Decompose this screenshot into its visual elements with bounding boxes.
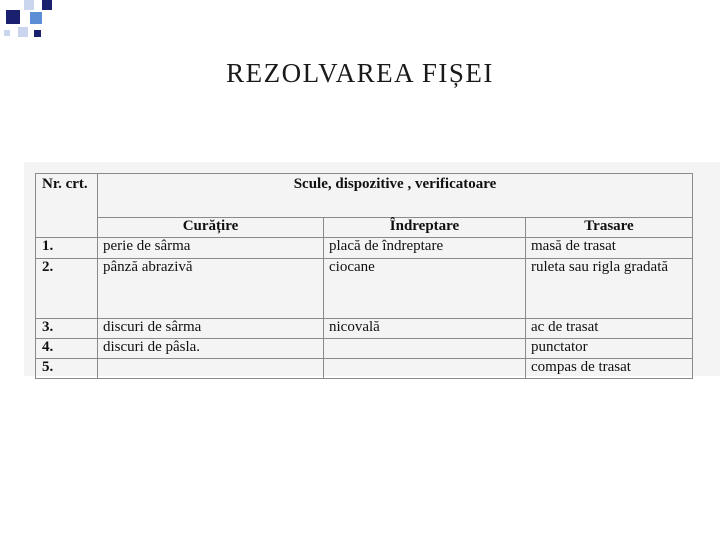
cell-curatire: discuri de pâsla. <box>98 339 324 359</box>
header-curatire: Curățire <box>98 218 324 238</box>
deco-square <box>30 12 42 24</box>
deco-square <box>42 0 52 10</box>
cell-trasare: masă de trasat <box>526 238 693 259</box>
row-number: 5. <box>36 359 98 379</box>
row-number: 4. <box>36 339 98 359</box>
slide-title: REZOLVAREA FIȘEI <box>226 58 494 88</box>
cell-indreptare: placă de îndreptare <box>324 238 526 259</box>
cell-curatire: discuri de sârma <box>98 319 324 339</box>
table-row <box>36 238 693 259</box>
table-header-row <box>36 174 693 218</box>
row-number: 3. <box>36 319 98 339</box>
cell-curatire: perie de sârma <box>98 238 324 259</box>
row-number: 1. <box>36 238 98 259</box>
deco-square <box>34 30 41 37</box>
cell-trasare: punctator <box>526 339 693 359</box>
cell-indreptare: nicovală <box>324 319 526 339</box>
header-nr-crt: Nr. crt. <box>36 174 98 238</box>
deco-square <box>4 30 10 36</box>
header-indreptare: Îndreptare <box>324 218 526 238</box>
table-row <box>36 319 693 339</box>
cell-trasare: ruleta sau rigla gradată <box>526 259 693 319</box>
deco-square <box>6 10 20 24</box>
cell-trasare: ac de trasat <box>526 319 693 339</box>
header-group: Scule, dispozitive , verificatoare <box>98 174 693 218</box>
header-trasare: Trasare <box>526 218 693 238</box>
deco-square <box>18 27 28 37</box>
table-row <box>36 339 693 359</box>
cell-curatire: pânză abrazivă <box>98 259 324 319</box>
tools-table <box>35 173 693 379</box>
deco-square <box>24 0 34 10</box>
cell-indreptare: ciocane <box>324 259 526 319</box>
table-row <box>36 359 693 379</box>
cell-indreptare <box>324 339 526 359</box>
cell-curatire <box>98 359 324 379</box>
row-number: 2. <box>36 259 98 319</box>
table-subheader-row <box>36 218 693 238</box>
cell-indreptare <box>324 359 526 379</box>
table-row <box>36 259 693 319</box>
cell-trasare: compas de trasat <box>526 359 693 379</box>
